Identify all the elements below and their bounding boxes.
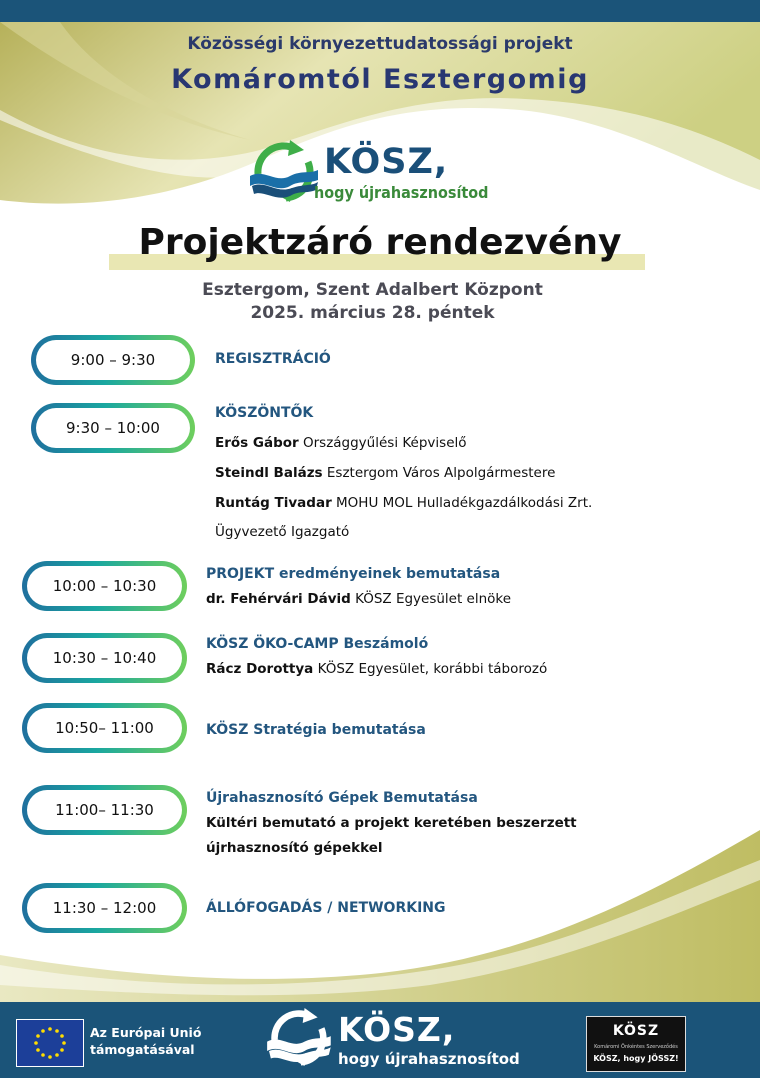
schedule-heading: KÖSZ Stratégia bemutatása <box>206 722 426 738</box>
speaker-name: Steindl Balázs <box>215 465 323 481</box>
description-line <box>206 815 577 831</box>
footer-logo-wordmark: KÖSZ, <box>338 1010 456 1049</box>
event-date: 2025. március 28. péntek <box>250 303 495 323</box>
schedule-heading: KÖSZÖNTŐK <box>215 405 314 421</box>
description-text: Kültéri bemutató a projekt keretében beszerzett <box>206 815 577 831</box>
eu-support-text <box>90 1024 201 1058</box>
schedule-heading: REGISZTRÁCIÓ <box>215 351 331 367</box>
recycle-wave-logo-icon <box>246 140 320 202</box>
schedule-heading: PROJEKT eredményeinek bemutatása <box>206 566 501 582</box>
logo-wordmark: KÖSZ, <box>324 142 449 182</box>
speaker-role: KÖSZ Egyesület, korábbi táborozó <box>313 661 548 677</box>
description-line <box>206 840 383 856</box>
time-pill <box>22 883 187 933</box>
speaker-name: dr. Fehérvári Dávid <box>206 591 351 607</box>
time-label: 9:30 – 10:00 <box>36 408 190 448</box>
schedule-heading: Újrahasznosító Gépek Bemutatása <box>206 790 478 806</box>
footer-logo-tagline: hogy újrahasznosítod <box>338 1050 520 1068</box>
eu-line2: támogatásával <box>90 1042 195 1057</box>
schedule-heading: ÁLLÓFOGADÁS / NETWORKING <box>206 900 446 916</box>
time-pill <box>22 633 187 683</box>
time-label: 10:50– 11:00 <box>27 708 182 748</box>
speaker-name: Rácz Dorottya <box>206 661 314 677</box>
time-pill <box>31 335 195 385</box>
speaker-role: KÖSZ Egyesület elnöke <box>350 591 512 607</box>
event-location-date <box>0 279 745 325</box>
time-label: 11:30 – 12:00 <box>27 888 182 928</box>
speaker-line <box>206 591 511 607</box>
time-label: 10:30 – 10:40 <box>27 638 182 678</box>
speaker-name: Runtág Tivadar <box>215 495 332 511</box>
speaker-line <box>206 661 547 677</box>
schedule-heading: KÖSZ ÖKO-CAMP Beszámoló <box>206 636 429 652</box>
time-label: 11:00– 11:30 <box>27 790 182 830</box>
logo-tagline: hogy újrahasznosítod <box>314 183 489 202</box>
event-location: Esztergom, Szent Adalbert Központ <box>202 280 543 300</box>
time-label: 9:00 – 9:30 <box>36 340 190 380</box>
recycle-wave-logo-icon <box>262 1008 334 1066</box>
speaker-line <box>215 495 592 511</box>
time-pill <box>22 785 187 835</box>
speaker-line <box>215 465 555 481</box>
description-text: újrhasznosító gépekkel <box>206 840 383 856</box>
badge-name: KÖSZ <box>612 1023 660 1039</box>
time-pill <box>22 561 187 611</box>
time-label: 10:00 – 10:30 <box>27 566 182 606</box>
speaker-name: Erős Gábor <box>215 435 299 451</box>
header-title: Komáromtól Esztergomig <box>171 64 589 95</box>
speaker-line <box>215 524 349 540</box>
eu-line1: Az Európai Unió <box>90 1025 202 1040</box>
event-title: Projektzáró rendezvény <box>138 222 622 263</box>
eu-stars <box>17 1020 83 1066</box>
speaker-line <box>215 435 467 451</box>
speaker-role: MOHU MOL Hulladékgazdálkodási Zrt. <box>331 495 593 511</box>
time-pill <box>31 403 195 453</box>
time-pill <box>22 703 187 753</box>
eu-flag-icon <box>16 1019 84 1067</box>
speaker-role: Országgyűlési Képviselő <box>298 435 467 451</box>
kosz-logo <box>246 140 516 210</box>
speaker-role: Esztergom Város Alpolgármestere <box>322 465 556 481</box>
speaker-role: Ügyvezető Igazgató <box>215 524 350 540</box>
badge-small-text: Komáromi Önkéntes Szerveződés <box>594 1044 678 1050</box>
badge-slogan: KÖSZ, hogy JÖSSZ! <box>593 1054 679 1063</box>
header-subtitle: Közösségi környezettudatossági projekt <box>187 34 573 54</box>
kosz-badge-icon <box>586 1016 686 1072</box>
